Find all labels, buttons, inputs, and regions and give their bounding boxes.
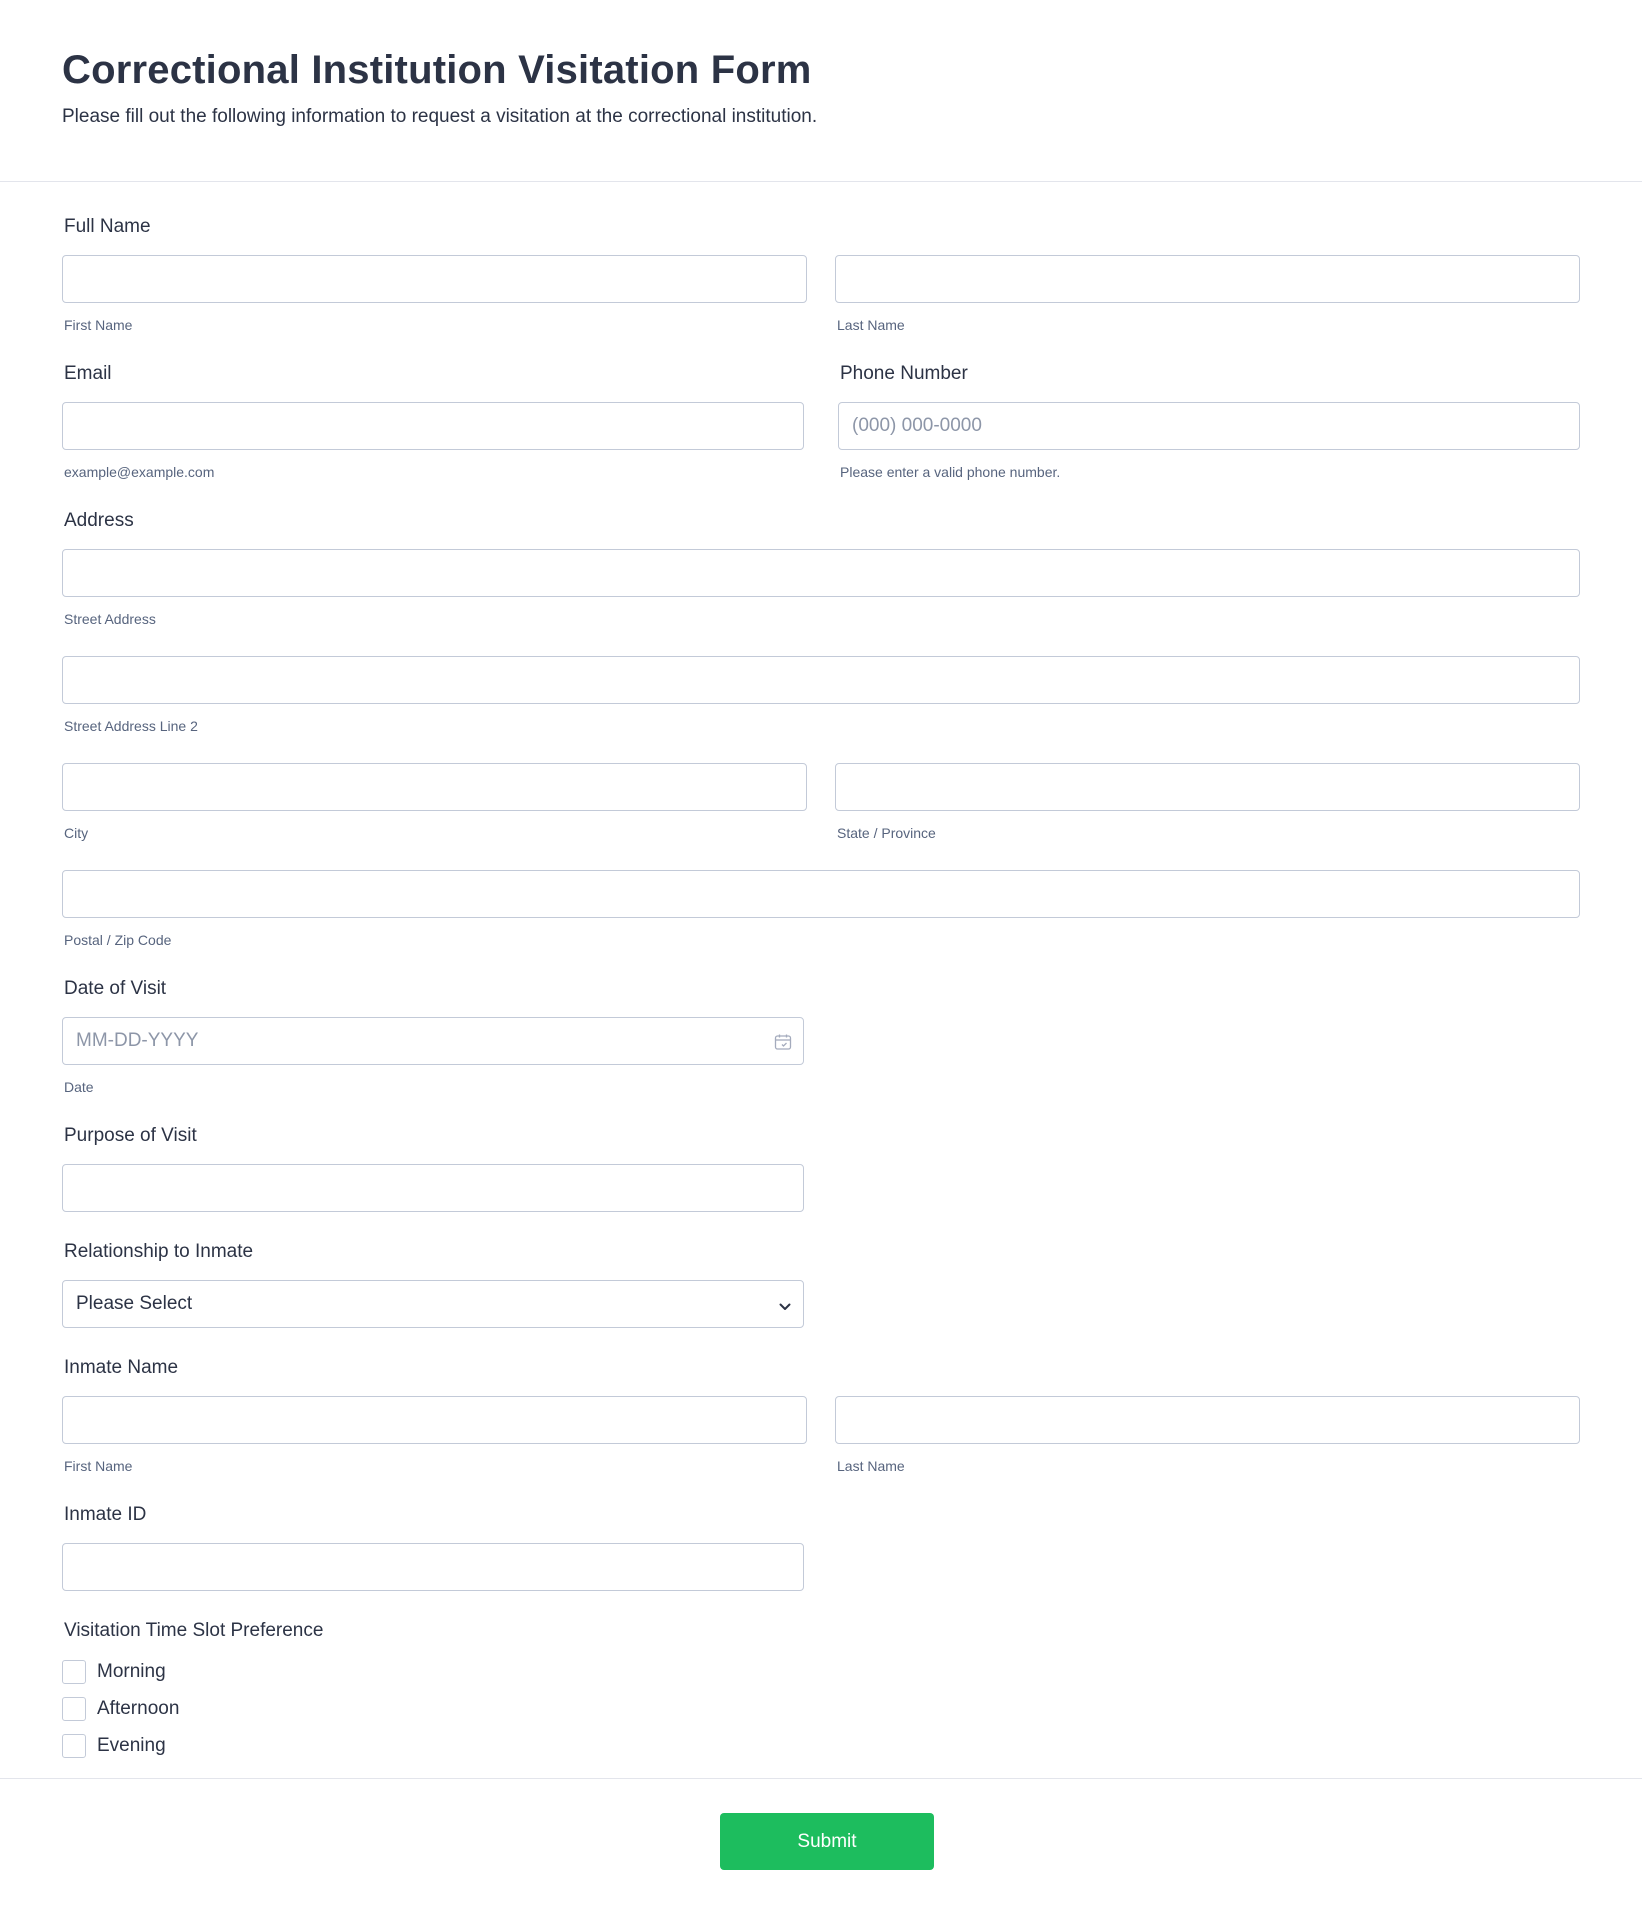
phone-input[interactable] (838, 402, 1580, 450)
full-name-label: Full Name (64, 216, 151, 237)
form-title: Correctional Institution Visitation Form (62, 48, 812, 92)
last-name-sublabel: Last Name (837, 317, 905, 333)
afternoon-option-label[interactable]: Afternoon (97, 1698, 180, 1719)
inmate-id-input[interactable] (62, 1543, 804, 1591)
time-slot-label: Visitation Time Slot Preference (64, 1620, 324, 1641)
phone-sublabel: Please enter a valid phone number. (840, 464, 1061, 480)
inmate-last-name-sublabel: Last Name (837, 1458, 905, 1474)
email-input[interactable] (62, 402, 804, 450)
morning-option-label[interactable]: Morning (97, 1661, 166, 1682)
first-name-input[interactable] (62, 255, 807, 303)
afternoon-checkbox[interactable] (62, 1697, 86, 1721)
postal-code-sublabel: Postal / Zip Code (64, 932, 172, 948)
form-header (0, 0, 1642, 182)
inmate-first-name-input[interactable] (62, 1396, 807, 1444)
street-address-line2-input[interactable] (62, 656, 1580, 704)
morning-checkbox[interactable] (62, 1660, 86, 1684)
street-address-sublabel: Street Address (64, 611, 156, 627)
postal-code-input[interactable] (62, 870, 1580, 918)
calendar-icon[interactable] (774, 1033, 792, 1056)
state-sublabel: State / Province (837, 825, 936, 841)
relationship-label: Relationship to Inmate (64, 1241, 254, 1262)
email-sublabel: example@example.com (64, 464, 215, 480)
date-of-visit-input[interactable] (62, 1017, 804, 1065)
first-name-sublabel: First Name (64, 317, 133, 333)
purpose-of-visit-input[interactable] (62, 1164, 804, 1212)
email-label: Email (64, 363, 112, 384)
date-placeholder: MM-DD-YYYY (76, 1030, 199, 1051)
chevron-down-icon (779, 1299, 791, 1317)
evening-checkbox[interactable] (62, 1734, 86, 1758)
footer-divider (0, 1778, 1642, 1779)
submit-button[interactable]: Submit (720, 1813, 934, 1870)
inmate-first-name-sublabel: First Name (64, 1458, 133, 1474)
phone-label: Phone Number (840, 363, 968, 384)
inmate-name-label: Inmate Name (64, 1357, 179, 1378)
relationship-select[interactable] (62, 1280, 804, 1328)
street-address-line2-sublabel: Street Address Line 2 (64, 718, 198, 734)
evening-option-label[interactable]: Evening (97, 1735, 166, 1756)
last-name-input[interactable] (835, 255, 1580, 303)
inmate-id-label: Inmate ID (64, 1504, 147, 1525)
address-label: Address (64, 510, 134, 531)
date-sublabel: Date (64, 1079, 94, 1095)
purpose-of-visit-label: Purpose of Visit (64, 1125, 197, 1146)
relationship-selected-value: Please Select (76, 1293, 193, 1314)
state-input[interactable] (835, 763, 1580, 811)
date-of-visit-label: Date of Visit (64, 978, 167, 999)
form-subtitle: Please fill out the following information to request a visitation at the correctional institution. (62, 106, 818, 127)
street-address-input[interactable] (62, 549, 1580, 597)
phone-placeholder: (000) 000-0000 (852, 415, 982, 436)
city-sublabel: City (64, 825, 89, 841)
city-input[interactable] (62, 763, 807, 811)
inmate-last-name-input[interactable] (835, 1396, 1580, 1444)
